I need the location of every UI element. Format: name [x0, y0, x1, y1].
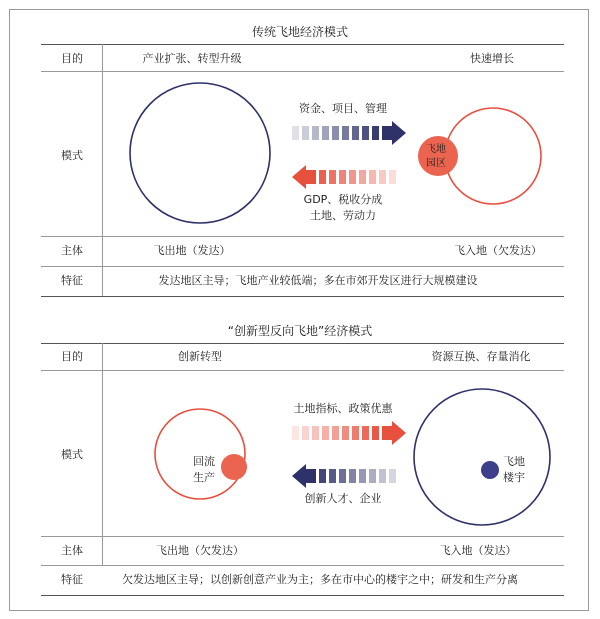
section1-feature-text: 发达地区主导；飞地产业较低端；多在市郊开发区进行大规模建设 — [158, 274, 478, 287]
section2-arrow-right — [292, 421, 406, 445]
section2-inflow-circle — [414, 389, 550, 525]
section2-purpose-right: 资源互换、存量消化 — [431, 350, 531, 363]
section2-arrow-bottom-label: 创新人才、企业 — [304, 492, 382, 505]
section2-left-circle-label-1: 回流 — [193, 455, 215, 468]
section1-label-mode: 模式 — [61, 149, 83, 162]
section1-park-label-1: 飞地 — [426, 144, 446, 155]
section2-left-circle-label-2: 生产 — [193, 471, 215, 484]
section2-rule-mode — [41, 536, 564, 537]
section2-return-production-dot — [221, 454, 247, 480]
section2-label-purpose: 目的 — [61, 350, 83, 363]
section1-inflow-circle — [445, 108, 541, 204]
section1-purpose-left: 产业扩张、转型升级 — [142, 52, 242, 65]
section2-rule-bottom — [41, 595, 564, 596]
section2-right-circle-label-2: 楼宇 — [503, 471, 525, 484]
section2-subject-left: 飞出地（欠发达） — [156, 544, 244, 557]
section1-label-feature: 特征 — [61, 274, 83, 287]
section1-purpose-right: 快速增长 — [470, 52, 514, 65]
section1-arrow-left — [292, 165, 396, 189]
section2-right-circle-label-1: 飞地 — [503, 455, 525, 468]
section2-enclave-dot — [481, 461, 499, 479]
section1-arrow-bottom-label-2: 土地、劳动力 — [310, 209, 376, 222]
section2-label-subject: 主体 — [61, 544, 83, 557]
section2-rule-top — [41, 343, 564, 344]
section1-park-label-2: 园区 — [426, 158, 446, 169]
section1-arrow-right — [292, 121, 406, 145]
section1-arrow-bottom-label-1: GDP、税收分成 — [303, 193, 383, 206]
section2-title: “创新型反向飞地”经济模式 — [227, 324, 373, 338]
section1-arrow-top-label: 资金、项目、管理 — [299, 102, 387, 115]
section2-label-mode: 模式 — [61, 448, 83, 461]
section1-subject-right: 飞入地（欠发达） — [454, 244, 542, 257]
section1-title: 传统飞地经济模式 — [251, 25, 349, 39]
section2-rule-subject — [41, 565, 564, 566]
section2-col-divider — [102, 343, 103, 565]
section2-subject-right: 飞入地（发达） — [439, 544, 517, 557]
section1-outflow-circle — [130, 83, 270, 223]
section1-label-subject: 主体 — [61, 244, 83, 257]
section2-outflow-circle — [155, 409, 245, 499]
section2-rule-purpose — [41, 370, 564, 371]
section2-label-feature: 特征 — [61, 573, 83, 586]
section2-arrow-left — [292, 464, 396, 488]
section2-purpose-left: 创新转型 — [178, 350, 222, 363]
section2-arrow-top-label: 土地指标、政策优惠 — [293, 402, 393, 415]
section1-subject-left: 飞出地（发达） — [153, 244, 231, 257]
section1-park-circle — [418, 136, 458, 176]
section1-label-purpose: 目的 — [61, 52, 83, 65]
section2-feature-text: 欠发达地区主导；以创新创意产业为主；多在市中心的楼宇之中；研发和生产分离 — [122, 573, 518, 586]
